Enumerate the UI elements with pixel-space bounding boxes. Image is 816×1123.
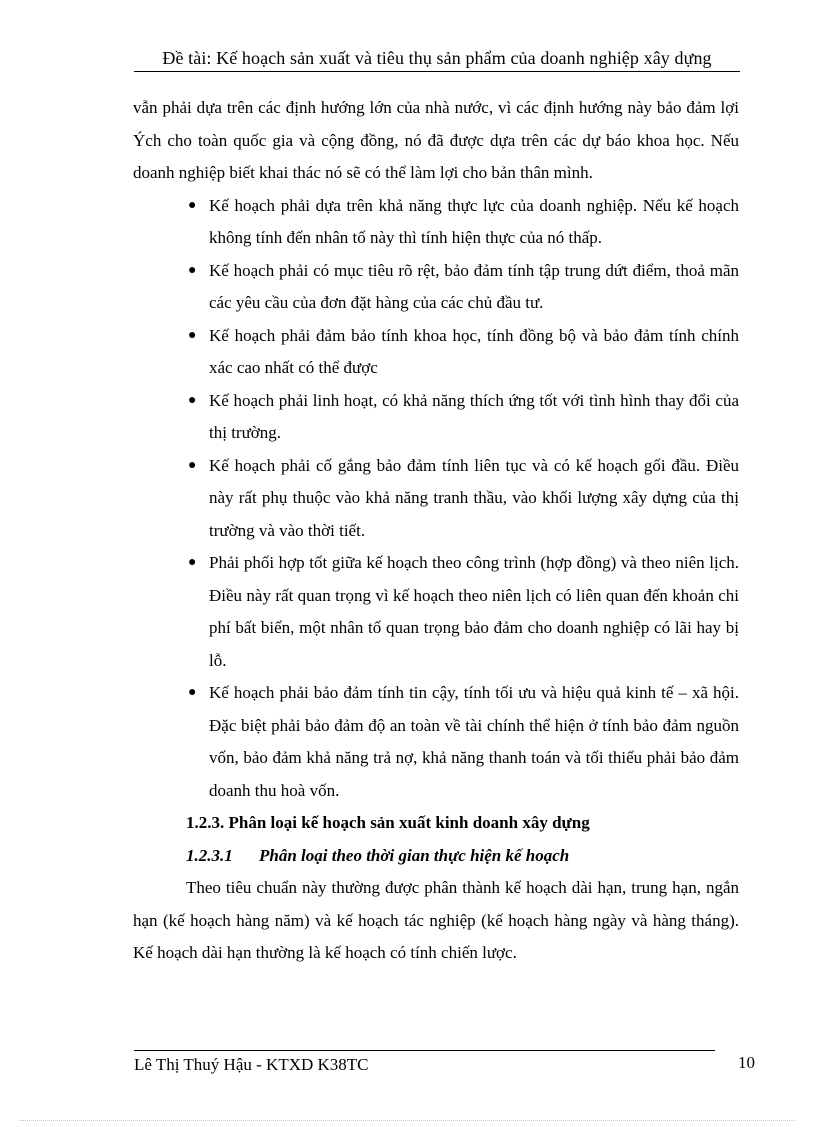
page-body: [133, 92, 739, 970]
footer-author: Lê Thị Thuý Hậu - KTXD K38TC: [134, 1055, 369, 1074]
list-item-text: Kế hoạch phải dựa trên khả năng thực lực của doanh nghiệp. Nếu kế hoạch không tính đến nhân tố này thì tính hiện thực của nó thấp.: [209, 195, 739, 247]
list-item: [133, 385, 739, 450]
page-number: 10: [738, 1053, 755, 1072]
list-item: [133, 677, 739, 807]
subsection-number: 1.2.3.1: [186, 845, 233, 865]
subsection-title: Phân loại theo thời gian thực hiện kế hoạch: [259, 845, 570, 865]
list-item: [133, 547, 739, 677]
bullet-icon: ●: [188, 327, 197, 343]
page-header-title: Đề tài: Kế hoạch sản xuất và tiêu thụ sản phẩm của doanh nghiệp xây dựng: [134, 48, 740, 72]
list-item-text: Kế hoạch phải đảm bảo tính khoa học, tính đồng bộ và bảo đảm tính chính xác cao nhất có thể được: [209, 325, 739, 377]
closing-paragraph: Theo tiêu chuẩn này thường được phân thành kế hoạch dài hạn, trung hạn, ngắn hạn (kế hoạch hàng năm) và kế hoạch tác nghiệp (kế hoạch hàng ngày và hàng tháng). Kế hoạch dài hạn thường là kế hoạch có tính chiến lược.: [133, 878, 739, 962]
bullet-icon: ●: [188, 555, 197, 570]
list-item-text: Kế hoạch phải linh hoạt, có khả năng thích ứng tốt với tình hình thay đổi của thị trường.: [209, 390, 739, 442]
list-item: [133, 190, 739, 255]
bullet-icon: ●: [188, 197, 197, 213]
footer-divider: [134, 1050, 715, 1051]
bullet-icon: ●: [188, 685, 197, 700]
list-item: [133, 320, 739, 385]
page-bottom-edge: [20, 1120, 796, 1121]
list-item-text: Phải phối hợp tốt giữa kế hoạch theo công trình (hợp đồng) và theo niên lịch. Điều này rất quan trọng vì kế hoạch theo niên lịch có liên quan đến khoản chi phí bất biến, một nhân tố quan trọng bảo đảm cho doanh nghiệp có lãi hay bị lỗ.: [209, 553, 739, 670]
bullet-icon: ●: [188, 392, 197, 408]
list-item: [133, 255, 739, 320]
list-item-text: Kế hoạch phải bảo đảm tính tin cậy, tính tối ưu và hiệu quả kinh tế – xã hội. Đặc biệt phải bảo đảm độ an toàn về tài chính thể hiện ở tính bảo đảm nguồn vốn, bảo đảm khả năng trả nợ, khả năng thanh toán và tối thiểu phải bảo đảm doanh thu hoà vốn.: [209, 683, 739, 800]
requirements-list: [133, 190, 739, 808]
list-item-text: Kế hoạch phải cố gắng bảo đảm tính liên tục và có kế hoạch gối đầu. Điều này rất phụ thuộc vào khả năng tranh thầu, vào khối lượng xây dựng của thị trường và vào thời tiết.: [209, 455, 739, 540]
intro-paragraph: vẫn phải dựa trên các định hướng lớn của nhà nước, vì các định hướng này bảo đảm lợi Ých cho toàn quốc gia và cộng đồng, nó đã được dựa trên các dự báo khoa học. Nếu doanh nghiệp biết khai thác nó sẽ có thể làm lợi cho bản thân mình.: [133, 98, 739, 182]
bullet-icon: ●: [188, 262, 197, 278]
subsection-heading: [133, 840, 739, 873]
section-heading: 1.2.3. Phân loại kế hoạch sản xuất kinh doanh xây dựng: [186, 813, 590, 832]
bullet-icon: ●: [188, 457, 197, 473]
list-item: [133, 450, 739, 548]
list-item-text: Kế hoạch phải có mục tiêu rõ rệt, bảo đảm tính tập trung dứt điểm, thoả mãn các yêu cầu của đơn đặt hàng của các chủ đầu tư.: [209, 260, 739, 312]
